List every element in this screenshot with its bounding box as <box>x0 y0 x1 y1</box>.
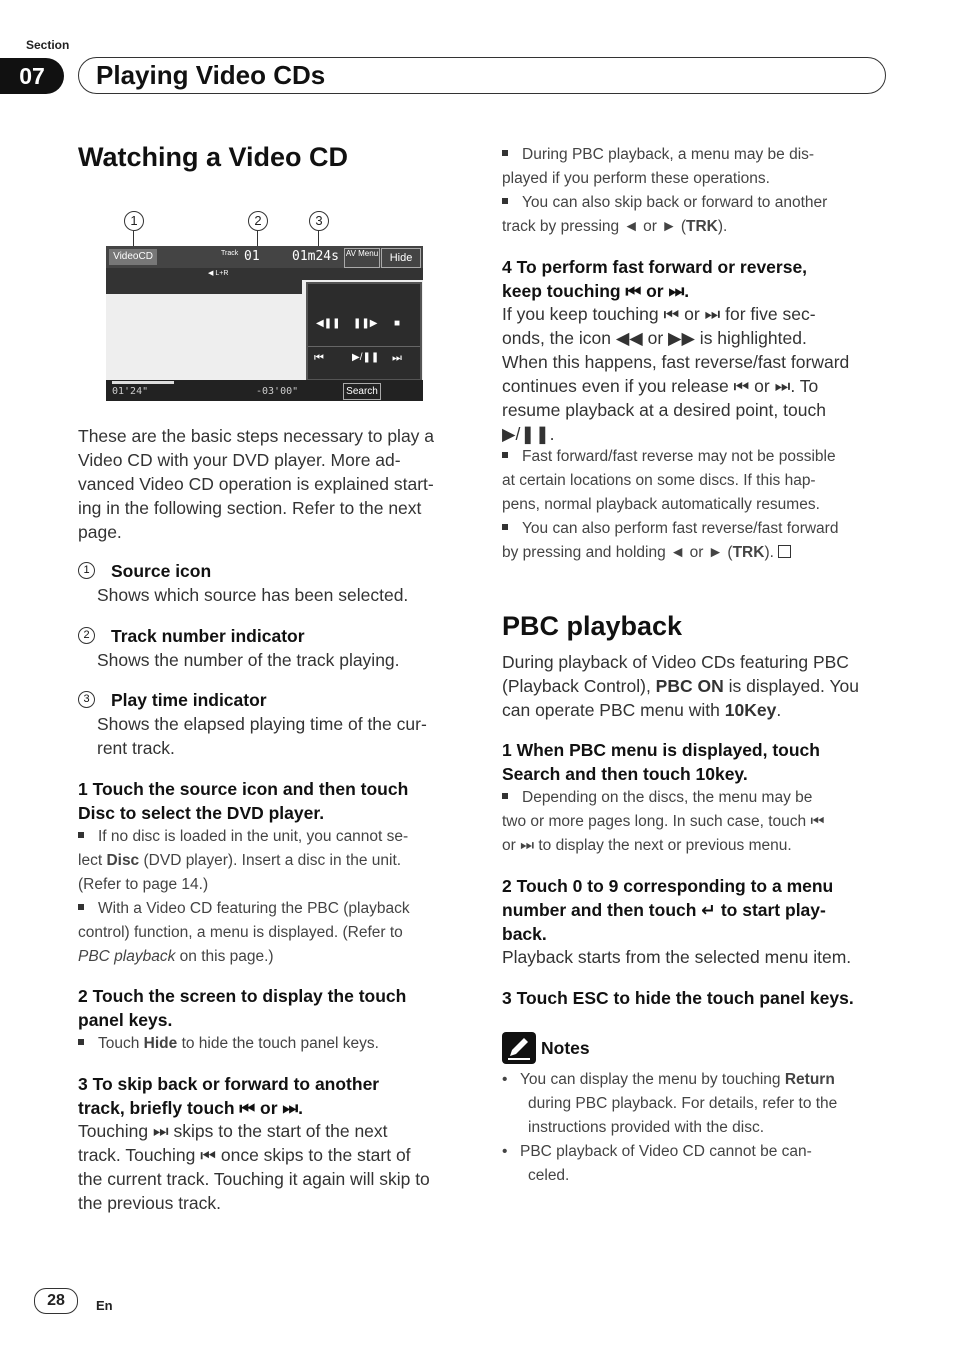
heading-watching: Watching a Video CD <box>78 142 349 172</box>
language-label: En <box>96 1298 113 1313</box>
play-time: 01m24s <box>292 249 339 264</box>
step-back-button[interactable]: ◀❚❚ <box>316 318 341 329</box>
pbc-step-1-heading: 1 When PBC menu is displayed, touch Search and then touch 10key. <box>502 740 820 784</box>
step-4-body: If you keep touching ⏮ or ⏭ for five sec- onds, the icon ◀◀ or ▶▶ is highlighted. When this happens, fast reverse/fast forward continues even if you release ⏮ or ⏭. To resume playback at a desired point, touch ▶/❚❚. <box>502 304 850 444</box>
pbc-step-2-body: Playback starts from the selected menu item. <box>502 947 852 967</box>
step-3-body: Touching ⏭ skips to the start of the next track. Touching ⏮ once skips to the start of the current track. Touching it again will skip to the previous track. <box>78 1121 430 1213</box>
play-pause-button[interactable]: ▶/❚❚ <box>352 352 380 363</box>
progress-bar <box>112 381 174 384</box>
top-notes: During PBC playback, a menu may be dis- played if you perform these operations. You can also skip back or forward to another track by pressing ◄ or ► (TRK). <box>502 146 828 235</box>
step-1-notes: If no disc is loaded in the unit, you cannot se- lect Disc (DVD player). Insert a disc in the unit. (Refer to page 14.) With a Video CD featuring the PBC (playback control) function, a menu is displayed. (Refer to PBC playback on this page.) <box>78 828 410 965</box>
section-number: 07 <box>0 58 64 94</box>
step-3-heading: 3 To skip back or forward to another track, briefly touch ⏮ or ⏭. <box>78 1074 380 1118</box>
section-label: Section <box>26 38 70 52</box>
intro-text: These are the basic steps necessary to play a Video CD with your DVD player. More ad- vanced Video CD operation is explained start- ing in the following section. Refer to the next page. <box>78 426 435 542</box>
pbc-step-1-note: Depending on the discs, the menu may be two or more pages long. In such case, touch ⏮ or ⏭ to display the next or previous menu. <box>502 789 825 854</box>
pbc-step-3-heading: 3 Touch ESC to hide the touch panel keys. <box>502 988 854 1008</box>
item-track-number: 2 Track number indicator Shows the number of the track playing. <box>78 624 468 672</box>
callout-3: 3 <box>309 211 329 231</box>
page-title: Playing Video CDs <box>96 60 326 90</box>
elapsed-time: 01'24" <box>112 386 149 397</box>
notes-list: • You can display the menu by touching Return during PBC playback. For details, refer to the instructions provided with the disc. • PBC playback of Video CD cannot be can- celed. <box>502 1071 838 1184</box>
pbc-step-2-heading: 2 Touch 0 to 9 corresponding to a menu number and then touch ↵ to start play- back. <box>502 876 834 944</box>
step-2-note: Touch Hide to hide the touch panel keys. <box>78 1032 468 1056</box>
speaker-icon: ◀ <box>208 270 214 277</box>
prev-track-button[interactable]: ⏮ <box>314 352 324 364</box>
source-icon[interactable]: VideoCD <box>109 249 157 265</box>
end-mark-icon <box>778 545 791 558</box>
step-4-notes: Fast forward/fast reverse may not be possible at certain locations on some discs. If this hap- pens, normal playback automatically resumes. You can also perform fast reverse/fast forward by pressing and holding ◄ or ► (TRK). <box>502 448 839 561</box>
track-label: Track <box>221 250 239 257</box>
stop-button[interactable]: ■ <box>394 318 401 329</box>
step-forward-button[interactable]: ❚❚▶ <box>353 318 378 329</box>
pbc-intro: During playback of Video CDs featuring PBC (Playback Control), PBC ON is displayed. You can operate PBC menu with 10Key. <box>502 652 859 720</box>
hide-button[interactable]: Hide <box>381 248 421 268</box>
av-menu-button[interactable]: AV Menu <box>344 248 380 268</box>
step-4-heading: 4 To perform fast forward or reverse, keep touching ⏮ or ⏭. <box>502 257 808 301</box>
audio-indicator: ◀ L+R <box>208 270 229 277</box>
device-screenshot <box>106 246 423 401</box>
page-number: 28 <box>34 1288 78 1314</box>
notes-icon <box>502 1032 536 1064</box>
item-play-time: 3 Play time indicator Shows the elapsed playing time of the cur- rent track. <box>78 688 468 760</box>
notes-title: Notes <box>541 1038 590 1058</box>
callout-1: 1 <box>124 211 144 231</box>
touch-panel-keys <box>306 282 422 381</box>
remaining-time: -03'00" <box>256 386 299 397</box>
heading-pbc: PBC playback <box>502 611 683 641</box>
search-button[interactable]: Search <box>343 383 381 400</box>
callout-2: 2 <box>248 211 268 231</box>
item-source-icon: 1 Source icon Shows which source has been selected. <box>78 559 468 607</box>
track-number: 01 <box>244 249 260 264</box>
step-1-heading: 1 Touch the source icon and then touch Disc to select the DVD player. <box>78 779 409 823</box>
step-2-heading: 2 Touch the screen to display the touch panel keys. <box>78 986 407 1030</box>
next-track-button[interactable]: ⏭ <box>392 352 402 364</box>
